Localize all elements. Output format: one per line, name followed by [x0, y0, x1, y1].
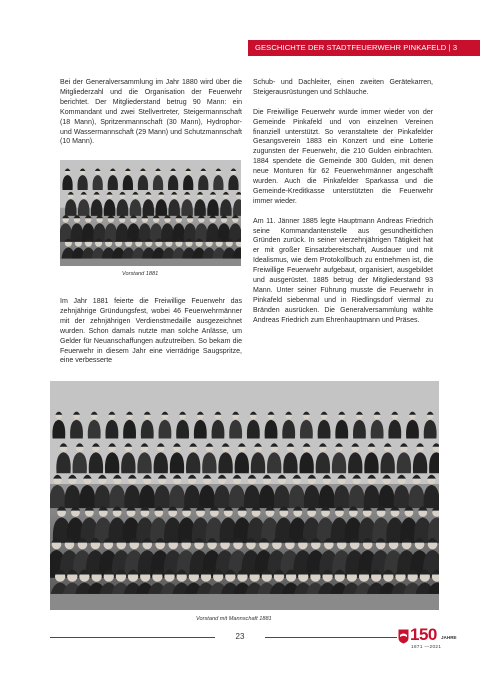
paragraph: Am 11. Jänner 1885 legte Hauptmann Andreas Friedrich seine Kommandantenstelle aus gesundheitlichen Gründen zurück. In seiner vierzehnjährigen Tätigkeit hat er mit großer Einsatzbereitschaft, Ausdauer und mit Idealismus, wie dem Protokollbuch zu entnehmen ist, die Freiwillige Feuerwehr aufgebaut, organisiert, ausgebildet und ausgerüstet. 1885 betrug der Mitgliederstand 93 Mann. Unter seiner Führung musste die Feuerwehr in Pinkafeld siebenmal und in Riedlingsdorf viermal zu Bränden ausrücken. Die Generalversammlung wählte Andreas Friedrich zum Ehrenhauptmann und Präses. [253, 217, 433, 324]
right-column [253, 78, 433, 326]
photo-caption: Vorstand 1881 [122, 271, 159, 277]
photo-caption: Vorstand mit Mannschaft 1881 [196, 616, 272, 622]
paragraph: Die Freiwillige Feuerwehr wurde immer wieder von der Gemeinde Pinkafeld und von einzelnen Vereinen finanziell unterstützt. So veranstaltete der Pinkafelder Gesangsverein 1883 ein Konzert und eine Lotterie zugunsten der Feuerwehr, die 210 Gulden einbrachten. 1884 spendete die Gemeinde 300 Gulden, mit denen neue Monturen für 62 Feuerwehrmänner angeschafft wurden. Auch die Pinkafelder Sparkassa und die Gemeinde-Kreditkasse unterstützten die Feuerwehr immer wieder. [253, 108, 433, 205]
paragraph: Bei der Generalversammlung im Jahr 1880 wird über die Mitgliederzahl und die Organisation der Feuerwehr berichtet. Der Mitgliederstand betrug 90 Mann: ein Kommandant und zwei Stellvertreter, Steigermannschaft (18 Mann), Spritzenmannschaft (30 Mann), Hydrophor- und Wassermannschaft (29 Mann) und Schutzmannschaft (10 Mann). [60, 79, 242, 146]
page-number: 23 [235, 632, 245, 641]
footer-divider-left [50, 637, 215, 638]
paragraph: Im Jahr 1881 feierte die Freiwillige Feuerwehr das zehnjährige Gründungsfest, wobei 46 Feuerwehrmänner mit der zehnjährigen Verdienstmedaille ausgezeichnet wurden. Schon damals nutzte man solche Anlässe, um Gelder für Neuanschaffungen aufzutreiben. So bekam die Feuerwehr in diesem Jahr eine vierrädrige Saugspritze, eine verbesserte [60, 298, 242, 365]
left-column-top [60, 78, 242, 147]
photo-vorstand-mannschaft [50, 381, 439, 610]
header-bar [248, 40, 480, 56]
footer-divider-right [265, 637, 397, 638]
photo-vorstand-figures [60, 160, 241, 266]
paragraph: Schub- und Dachleiter, einen zweiten Gerätekarren, Steigerausrüstungen und Schläuche. [253, 79, 433, 96]
left-column-bottom [60, 297, 242, 366]
photo-mannschaft-figures [50, 381, 439, 610]
anniversary-number: 150 [410, 625, 437, 644]
header-title: GESCHICHTE DER STADTFEUERWEHR PINKAFELD | 3 [255, 43, 458, 52]
fire-brigade-badge-icon [398, 629, 409, 644]
photo-vorstand [60, 160, 241, 266]
anniversary-logo [398, 627, 464, 651]
anniversary-word: JAHRE [441, 635, 457, 640]
anniversary-years: 1871 —2021 [411, 644, 442, 649]
